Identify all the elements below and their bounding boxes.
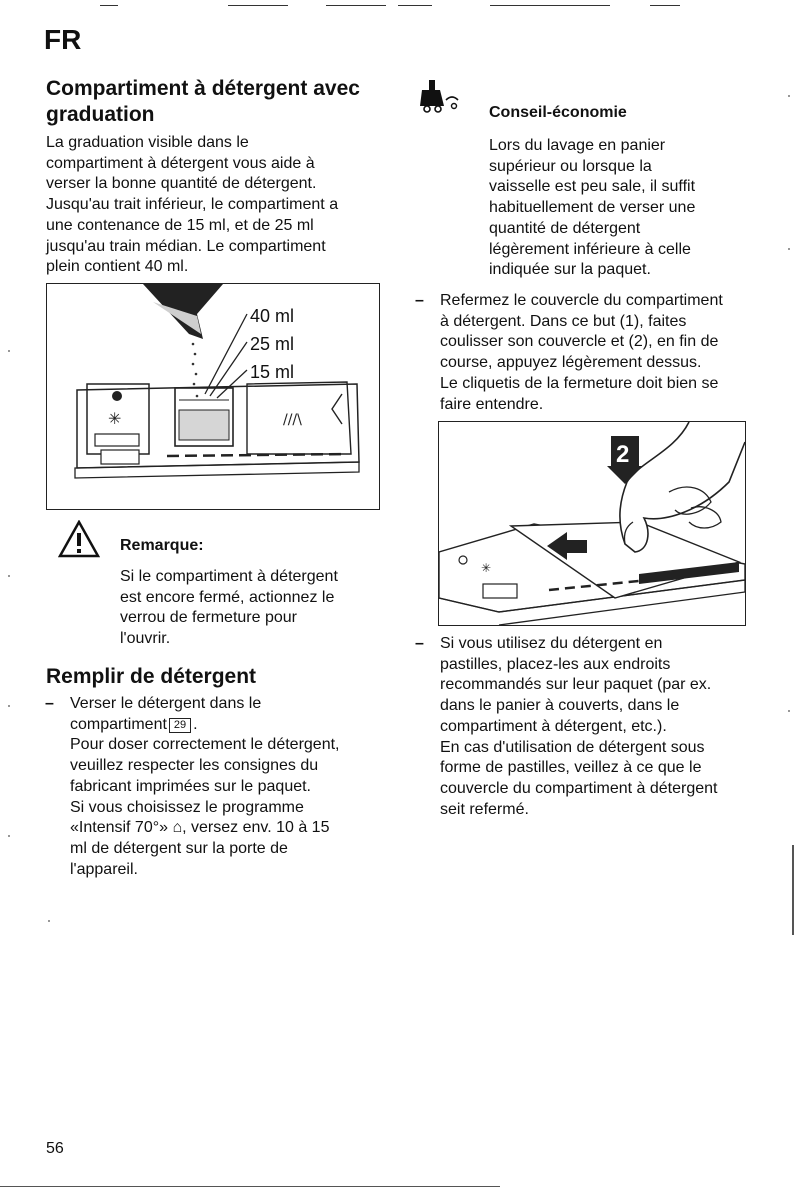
- text-line: supérieur ou lorsque la: [489, 157, 652, 175]
- text-line: l'ouvrir.: [120, 630, 171, 648]
- list-dash: –: [45, 695, 54, 712]
- text-line: «Intensif 70°» ⌂, versez env. 10 à 15: [70, 819, 330, 837]
- text-line: La graduation visible dans le: [46, 134, 249, 151]
- note-title: Remarque:: [120, 537, 204, 554]
- text-line: une contenance de 15 ml, et de 25 ml: [46, 216, 314, 234]
- scan-line: [326, 5, 386, 6]
- compartment-paragraph: [46, 133, 391, 278]
- text-line: faire entendre.: [440, 395, 544, 413]
- text-line: verrou de fermeture pour: [120, 609, 297, 627]
- list-dash: –: [415, 292, 424, 309]
- text-line: l'appareil.: [70, 860, 138, 878]
- fill-list-item: [45, 694, 390, 880]
- text-line: Refermez le couvercle du compartiment: [440, 292, 723, 309]
- text-line: verser la bonne quantité de détergent.: [46, 175, 317, 193]
- text-line: compartiment à détergent vous aide à: [46, 154, 315, 172]
- text-line: compartiment à détergent, etc.).: [440, 717, 667, 735]
- section-title-fill: Remplir de détergent: [46, 665, 257, 688]
- text-line: fabricant imprimées sur le paquet.: [70, 777, 311, 795]
- text-line: indiquée sur la paquet.: [489, 261, 651, 279]
- step-label: 2: [616, 441, 630, 468]
- svg-text:✳: ✳: [108, 409, 122, 428]
- close-lid-figure: [438, 421, 746, 626]
- scan-line: [650, 5, 680, 6]
- text-line: plein contient 40 ml.: [46, 258, 189, 276]
- text-segment: .: [193, 715, 198, 733]
- text-line: coulisser son couvercle et (2), en fin de: [440, 333, 719, 351]
- text-line: seit refermé.: [440, 800, 529, 818]
- text-line: Le cliquetis de la fermeture doit bien se: [440, 374, 719, 392]
- text-line: course, appuyez légèrement dessus.: [440, 354, 702, 372]
- text-line: Lors du lavage en panier: [489, 137, 666, 154]
- text-line: quantité de détergent: [489, 219, 641, 237]
- text-line: vaisselle est peu sale, il suffit: [489, 178, 696, 196]
- svg-text:///\: ///\: [283, 412, 302, 428]
- tip-paragraph: [489, 136, 769, 281]
- text-line: Jusqu'au trait inférieur, le compartiment a: [46, 196, 339, 214]
- language-tag: FR: [44, 24, 82, 55]
- svg-text:✳: ✳: [481, 561, 492, 575]
- text-line: veuillez respecter les consignes du: [70, 757, 319, 775]
- text-line: à détergent. Dans ce but (1), faites: [440, 312, 687, 330]
- graduation-figure: [46, 283, 380, 510]
- text-line: couvercle du compartiment à détergent: [440, 779, 718, 797]
- text-line: Si vous choisissez le programme: [70, 798, 304, 816]
- page-number: 56: [46, 1140, 64, 1157]
- text-line: légèrement inférieure à celle: [489, 240, 691, 258]
- text-line: habituellement de verser une: [489, 199, 696, 217]
- graduation-illustration: [47, 284, 379, 509]
- text-segment: compartiment: [70, 715, 167, 733]
- scan-line: [0, 1186, 500, 1187]
- close-lid-illustration: [439, 422, 745, 625]
- text-line: dans le panier à couverts, dans le: [440, 697, 680, 715]
- eco-tip-icon: [418, 78, 462, 119]
- page-reference-box: 29: [169, 718, 191, 733]
- scan-line: [490, 5, 610, 6]
- note-paragraph: [120, 567, 380, 650]
- text-line: Verser le détergent dans le: [70, 695, 262, 712]
- label-25ml: 25 ml: [250, 334, 295, 354]
- text-line: jusqu'au train médian. Le compartiment: [46, 237, 326, 255]
- text-line: Si vous utilisez du détergent en: [440, 635, 663, 652]
- section-title-compartment: Compartiment à détergent avec graduation: [46, 77, 360, 126]
- text-line: ml de détergent sur la porte de: [70, 839, 288, 857]
- scan-edge-mark: [792, 845, 794, 935]
- tip-title: Conseil-économie: [489, 104, 627, 121]
- warning-icon: [58, 520, 100, 563]
- label-15ml: 15 ml: [250, 362, 295, 382]
- scan-line: [398, 5, 432, 6]
- text-line: est encore fermé, actionnez le: [120, 588, 335, 606]
- text-line: Si le compartiment à détergent: [120, 568, 338, 585]
- text-line: Pour doser correctement le détergent,: [70, 736, 340, 754]
- scan-line: [228, 5, 288, 6]
- text-line: forme de pastilles, veillez à ce que le: [440, 759, 702, 777]
- text-line: pastilles, placez-les aux endroits: [440, 655, 671, 673]
- text-line: En cas d'utilisation de détergent sous: [440, 738, 705, 756]
- close-lid-list-item: [415, 291, 770, 415]
- text-line: [70, 715, 390, 736]
- label-40ml: 40 ml: [250, 306, 295, 326]
- list-dash: –: [415, 635, 424, 652]
- scan-line: [100, 5, 118, 6]
- tablets-list-item: [415, 634, 770, 820]
- text-line: recommandés sur leur paquet (par ex.: [440, 676, 712, 694]
- detergent-pack-shape: [143, 284, 223, 339]
